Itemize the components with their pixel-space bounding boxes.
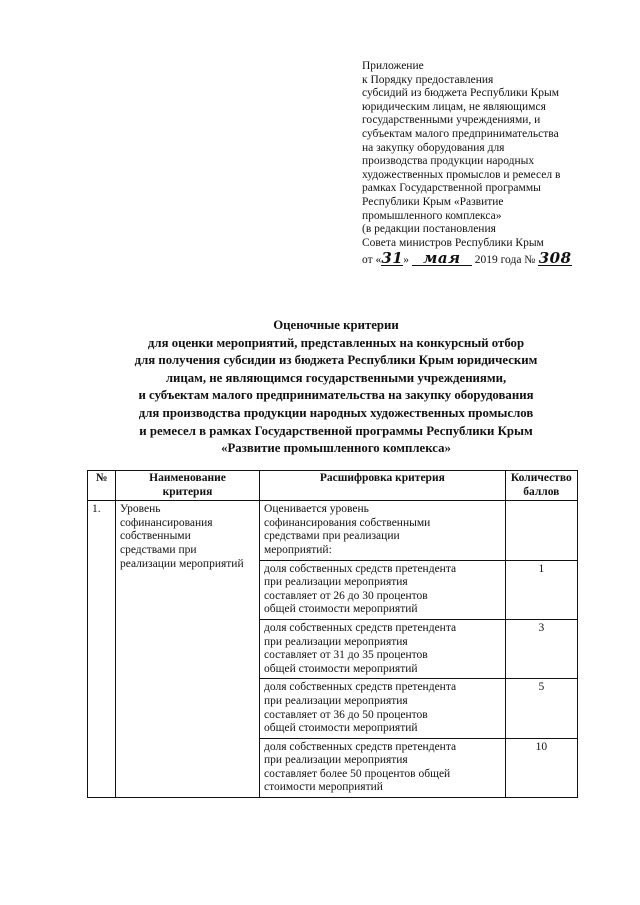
row-number: 1. [88,501,116,798]
option-line: общей стоимости мероприятий [264,603,418,616]
handwritten-day: 31 [381,249,404,268]
criterion-name-line: Уровень [119,503,161,516]
option-line: при реализации мероприятия [264,635,408,648]
option-description [260,560,506,619]
appendix-line: промышленного комплекса» [362,209,502,222]
header-criterion-name [115,471,259,501]
heading-line: для получения субсидии из бюджета Республики Крым юридическим [134,353,538,368]
header-points-line: баллов [523,485,560,498]
heading-line: и ремесел в рамках Государственной программы Республики Крым [139,423,533,438]
intro-line: софинансирования собственными [264,516,431,529]
resolution-date-line [362,249,632,268]
option-points: 1 [505,560,577,619]
appendix-line: к Порядку предоставления [362,73,494,86]
appendix-line: Республики Крым «Развитие [362,195,504,208]
intro-line: мероприятий: [264,543,332,556]
criteria-table [87,470,578,798]
table-header-row [88,471,578,501]
criterion-name-line: софинансирования [119,516,213,529]
option-line: доля собственных средств претендента [264,562,457,575]
document-heading [86,317,586,458]
criterion-name-line: собственными [119,530,191,543]
handwritten-number: 308 [538,249,572,268]
intro-line: Оценивается уровень [264,503,369,516]
date-close-quote: » [403,254,409,267]
option-line: доля собственных средств претендента [264,621,457,634]
criterion-name-line: средствами при [119,543,197,556]
year-text: 2019 года № [474,254,536,267]
date-prefix: от « [362,254,382,267]
option-line: доля собственных средств претендента [264,740,457,753]
criterion-intro-cell [260,501,506,560]
header-name-line: Наименование [149,472,226,484]
option-line: стоимости мероприятий [264,781,383,794]
intro-line: средствами при реализации [264,530,400,543]
appendix-line: субъектам малого предпринимательства [362,127,559,140]
header-num: № [88,471,116,501]
heading-line: для оценки мероприятий, представленных на конкурсный отбор [147,335,525,350]
table-row [88,501,578,560]
option-description [260,619,506,678]
option-points: 5 [505,679,577,738]
heading-title: Оценочные критерии [273,318,399,332]
appendix-line: художественных промыслов и ремесел в [362,168,561,181]
header-name-line: критерия [162,485,213,498]
appendix-line: Совета министров Республики Крым [362,236,544,249]
appendix-line: субсидий из бюджета Республики Крым [362,87,560,100]
option-line: при реализации мероприятия [264,754,408,767]
appendix-line: производства продукции народных [362,155,535,168]
header-points [505,471,577,501]
option-line: составляет от 36 до 50 процентов [264,708,428,721]
appendix-line: юридическим лицам, не являющимся [362,100,546,113]
option-points: 3 [505,619,577,678]
appendix-line: (в редакции постановления [362,223,496,236]
header-points-line: Количество [510,472,572,484]
option-line: общей стоимости мероприятий [264,662,418,675]
heading-line: и субъектам малого предпринимательства на закупку оборудования [138,388,534,403]
option-line: при реализации мероприятия [264,694,408,707]
option-line: составляет более 50 процентов общей [264,767,451,780]
option-line: составляет от 26 до 30 процентов [264,589,428,602]
header-description: Расшифровка критерия [260,471,506,501]
appendix-line: Приложение [362,60,424,72]
appendix-block [362,60,632,268]
option-line: общей стоимости мероприятий [264,722,418,735]
option-points: 10 [505,738,577,797]
criterion-name-cell [115,501,259,798]
handwritten-month: мая [412,252,472,266]
heading-line: для производства продукции народных художественных промыслов [138,405,534,420]
option-line: доля собственных средств претендента [264,681,457,694]
appendix-line: государственными учреждениями, и [362,114,541,127]
criterion-name-line: реализации мероприятий [119,557,244,570]
option-line: составляет от 31 до 35 процентов [264,649,428,662]
option-line: при реализации мероприятия [264,576,408,589]
intro-points-empty [505,501,577,560]
heading-line: лицам, не являющимся государственными учреждениями, [165,370,507,385]
option-description [260,679,506,738]
option-description [260,738,506,797]
appendix-line: на закупку оборудования для [362,141,505,154]
heading-line: «Развитие промышленного комплекса» [221,441,451,456]
appendix-line: рамках Государственной программы [362,182,541,195]
